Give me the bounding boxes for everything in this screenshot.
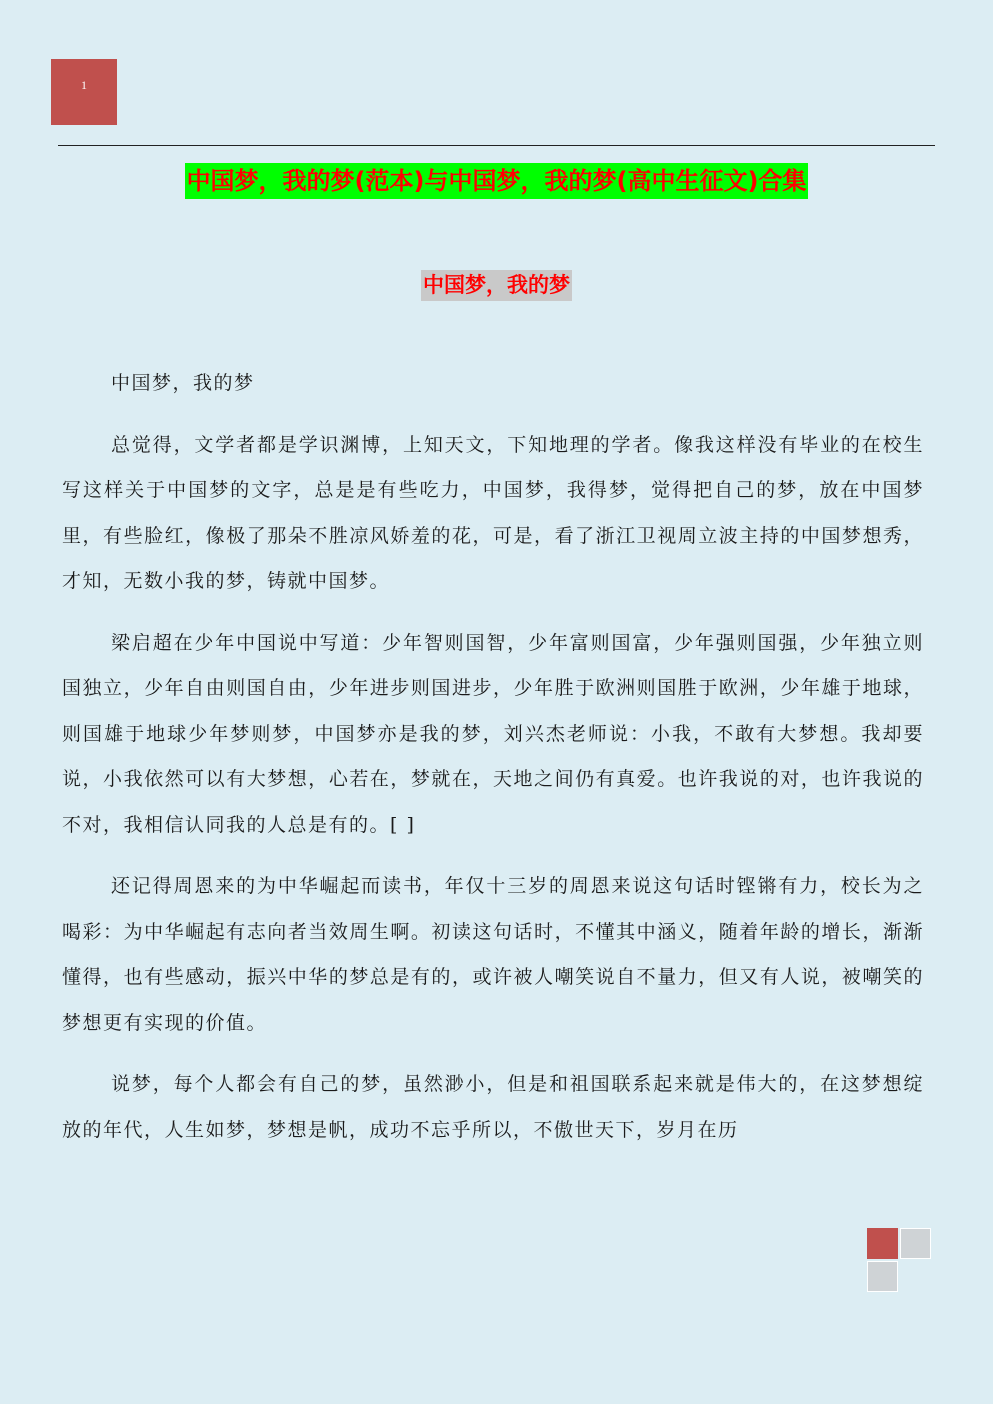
document-body	[62, 361, 924, 1169]
section-title-container	[0, 270, 993, 301]
corner-decoration	[867, 1228, 933, 1294]
document-title: 中国梦，我的梦(范本)与中国梦，我的梦(高中生征文)合集	[185, 163, 809, 199]
body-paragraph: 梁启超在少年中国说中写道：少年智则国智，少年富则国富，少年强则国强，少年独立则国独立，少年自由则国自由，少年进步则国进步，少年胜于欧洲则国胜于欧洲，少年雄于地球，则国雄于地球少年梦则梦，中国梦亦是我的梦，刘兴杰老师说：小我，不敢有大梦想。我却要说，小我依然可以有大梦想，心若在，梦就在，天地之间仍有真爱。也许我说的对，也许我说的不对，我相信认同我的人总是有的。[ ]	[62, 631, 924, 836]
body-paragraph: 还记得周恩来的为中华崛起而读书，年仅十三岁的周恩来说这句话时铿锵有力，校长为之喝彩：为中华崛起有志向者当效周生啊。初读这句话时，不懂其中涵义，随着年龄的增长，渐渐懂得，也有些感动，振兴中华的梦总是有的，或许被人嘲笑说自不量力，但又有人说，被嘲笑的梦想更有实现的价值。	[62, 875, 924, 1034]
body-paragraph: 中国梦，我的梦	[111, 372, 255, 394]
body-paragraph: 总觉得，文学者都是学识渊博，上知天文，下知地理的学者。像我这样没有毕业的在校生写这样关于中国梦的文字，总是是有些吃力，中国梦，我得梦，觉得把自己的梦，放在中国梦里，有些脸红，像极了那朵不胜凉风娇羞的花，可是，看了浙江卫视周立波主持的中国梦想秀，才知，无数小我的梦，铸就中国梦。	[62, 433, 924, 592]
corner-square-red	[867, 1228, 898, 1259]
page-number: 1	[81, 78, 87, 92]
body-paragraph: 说梦，每个人都会有自己的梦，虽然渺小，但是和祖国联系起来就是伟大的，在这梦想绽放的年代，人生如梦，梦想是帆，成功不忘乎所以，不傲世天下，岁月在历	[62, 1073, 924, 1141]
page-number-badge	[51, 59, 117, 125]
section-title: 中国梦，我的梦	[421, 270, 572, 301]
header-divider	[58, 145, 935, 146]
document-title-container	[0, 163, 993, 199]
corner-square-grey	[900, 1228, 931, 1259]
corner-square-grey	[867, 1261, 898, 1292]
